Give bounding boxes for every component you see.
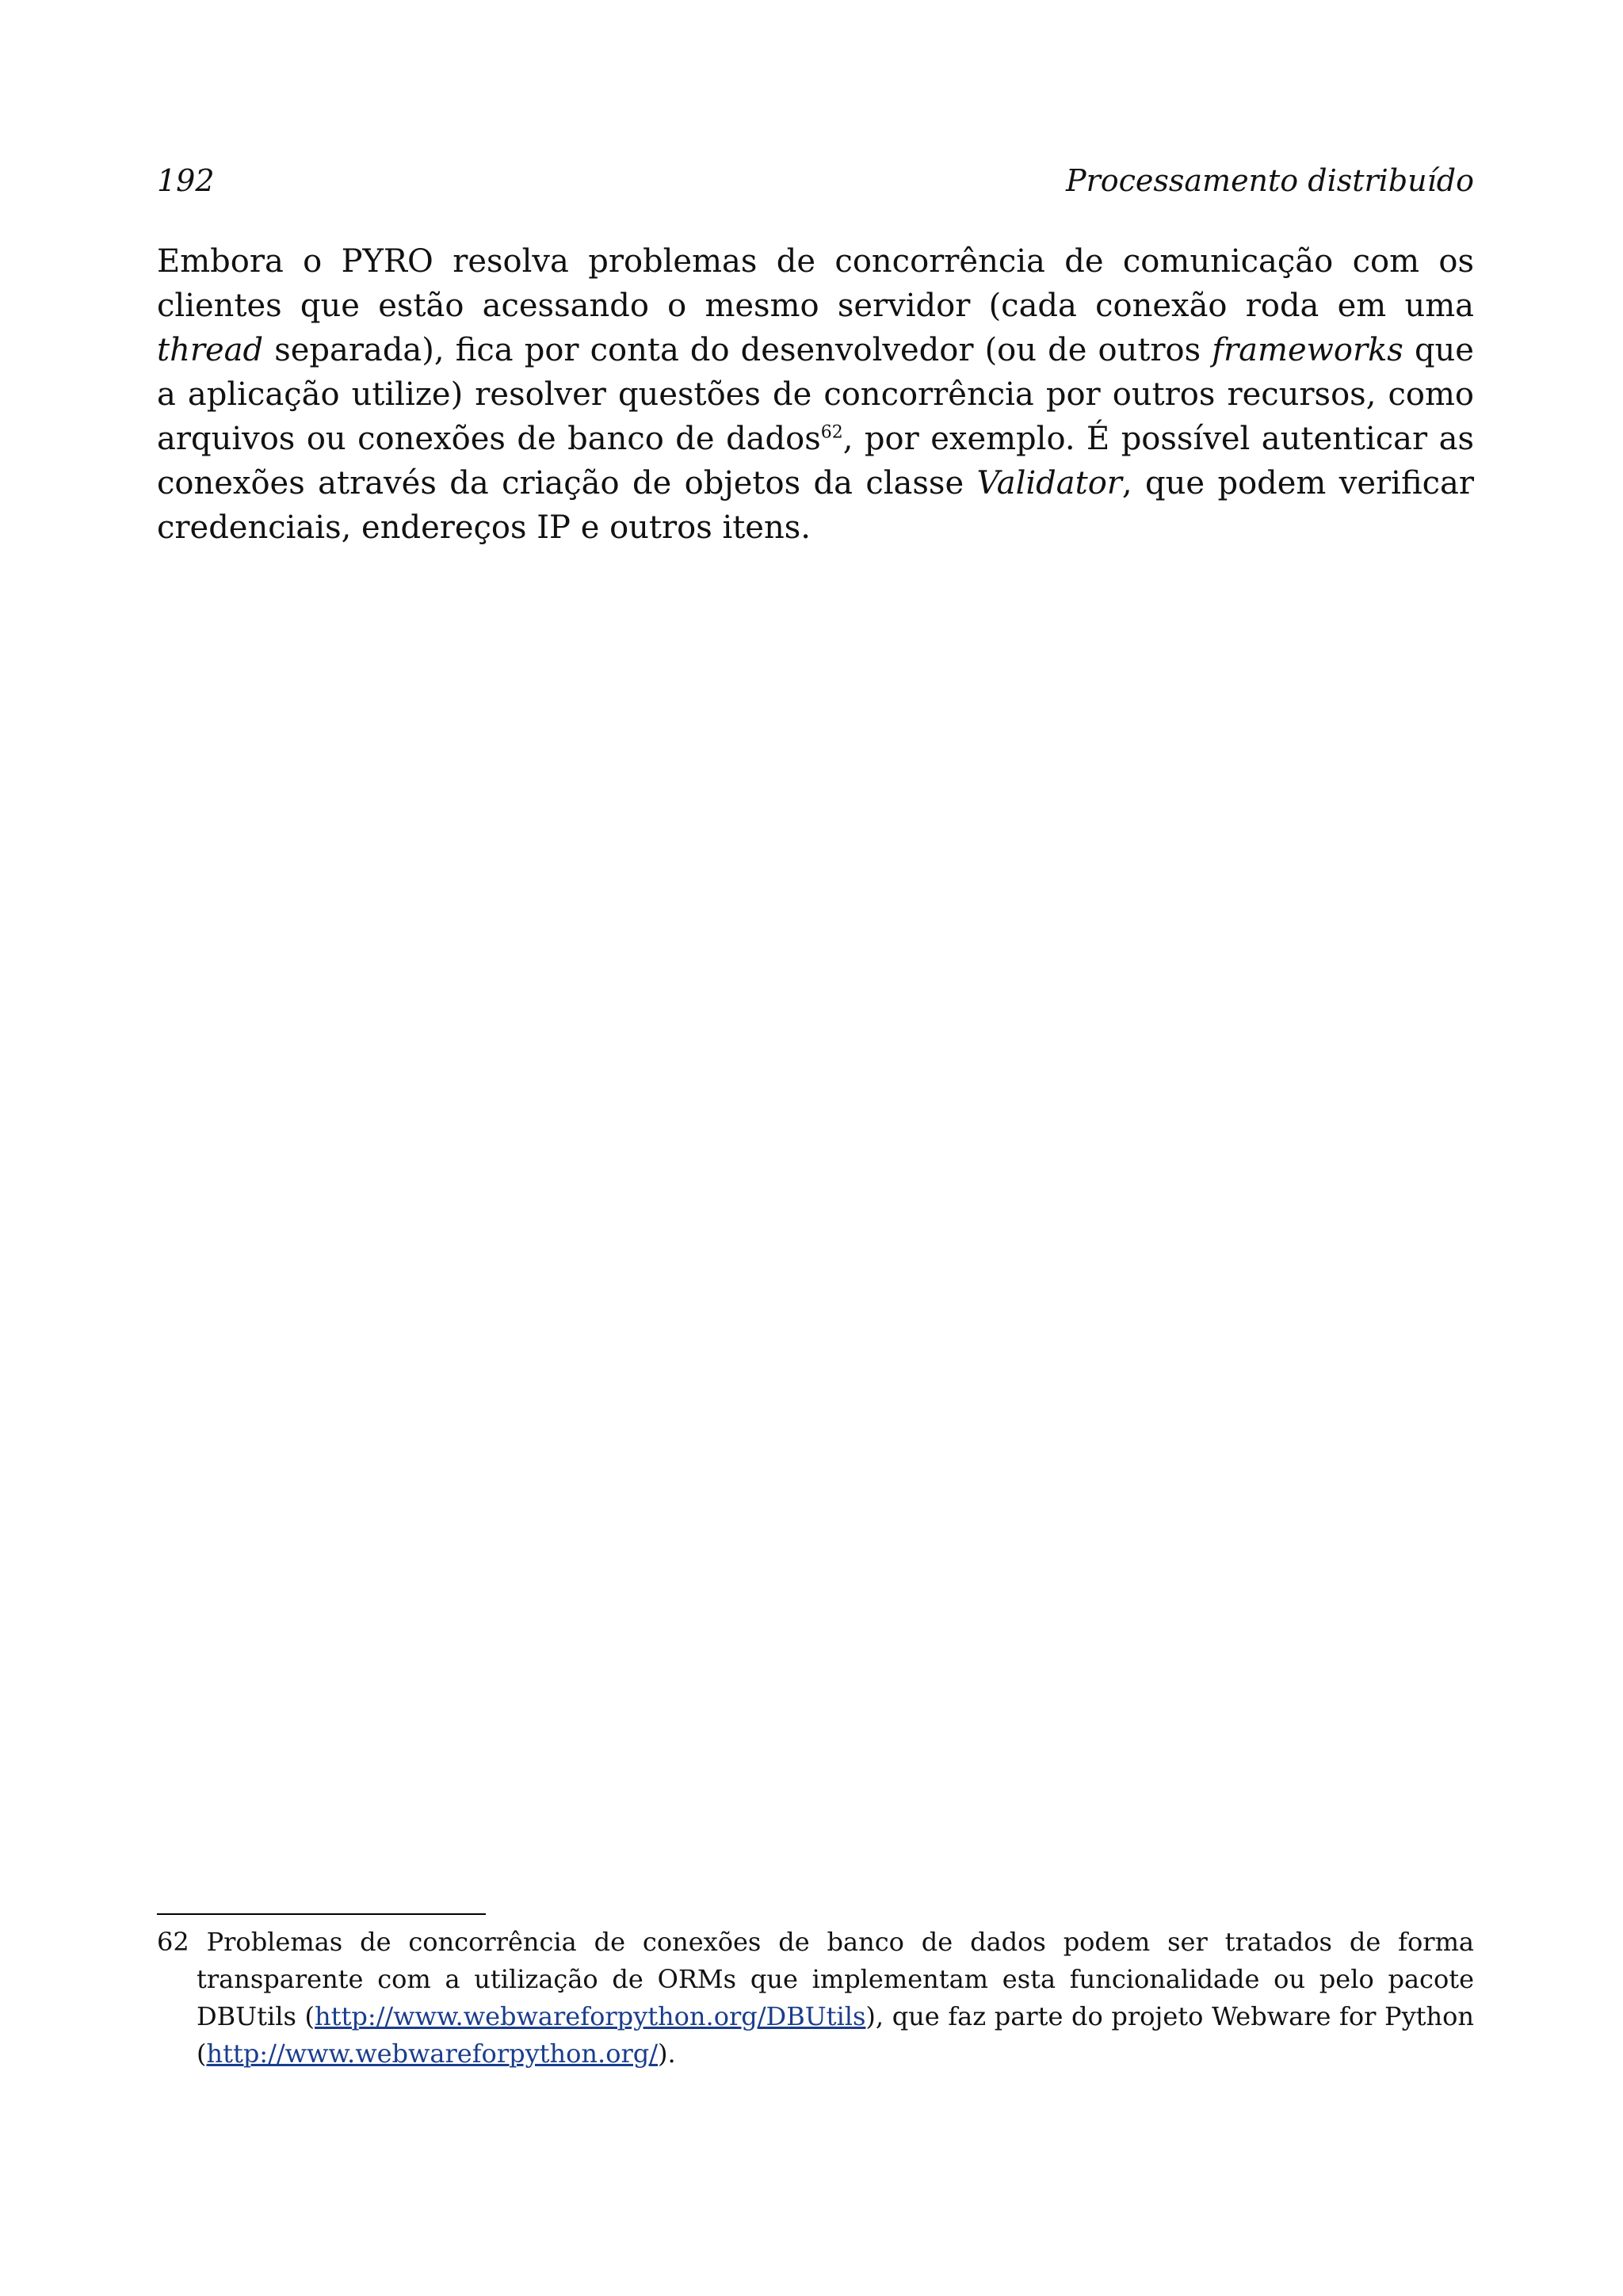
body-text-5: , que podem verificar credenciais, endereços IP e outros itens. <box>157 465 1474 546</box>
page-header <box>157 158 1474 203</box>
footnote-link-dbutils[interactable]: http://www.webwareforpython.org/DBUtils <box>315 2001 866 2031</box>
footnote-link-webware[interactable]: http://www.webwareforpython.org/ <box>206 2039 659 2069</box>
body-text-1: Embora o PYRO resolva problemas de concorrência de comunicação com os clientes que estão acessando o mesmo servidor (cada conexão roda em uma <box>157 243 1474 324</box>
footnote-text-2: ), que faz parte do projeto Webware for Python ( <box>197 2001 1475 2069</box>
body-text-4: , por exemplo. É possível autenticar as conexões através da criação de objetos da classe <box>157 421 1474 502</box>
footnote-text-1: Problemas de concorrência de conexões de banco de dados podem ser tratados de forma transparente com a utilização de ORMs que implementam esta funcionalidade ou pelo pacote DBUtils ( <box>189 1927 1474 2031</box>
footnote-number: 62 <box>157 1927 189 1957</box>
page-number: 192 <box>157 163 215 198</box>
footnote-reference[interactable]: 62 <box>820 422 843 443</box>
footnote-text-3: ). <box>658 2039 676 2069</box>
body-text-2: separada), fica por conta do desenvolvedor (ou de outros <box>263 332 1212 368</box>
term-validator: Validator <box>976 465 1122 502</box>
term-frameworks: frameworks <box>1212 332 1403 368</box>
body-text-3: que a aplicação utilize) resolver questões de concorrência por outros recursos, como arquivos ou conexões de banco de dados <box>157 332 1474 457</box>
footnote-separator <box>157 1913 486 1915</box>
footnote <box>157 1924 1474 2073</box>
running-title: Processamento distribuído <box>1066 163 1474 198</box>
term-thread: thread <box>157 332 264 368</box>
body-paragraph <box>157 239 1474 550</box>
